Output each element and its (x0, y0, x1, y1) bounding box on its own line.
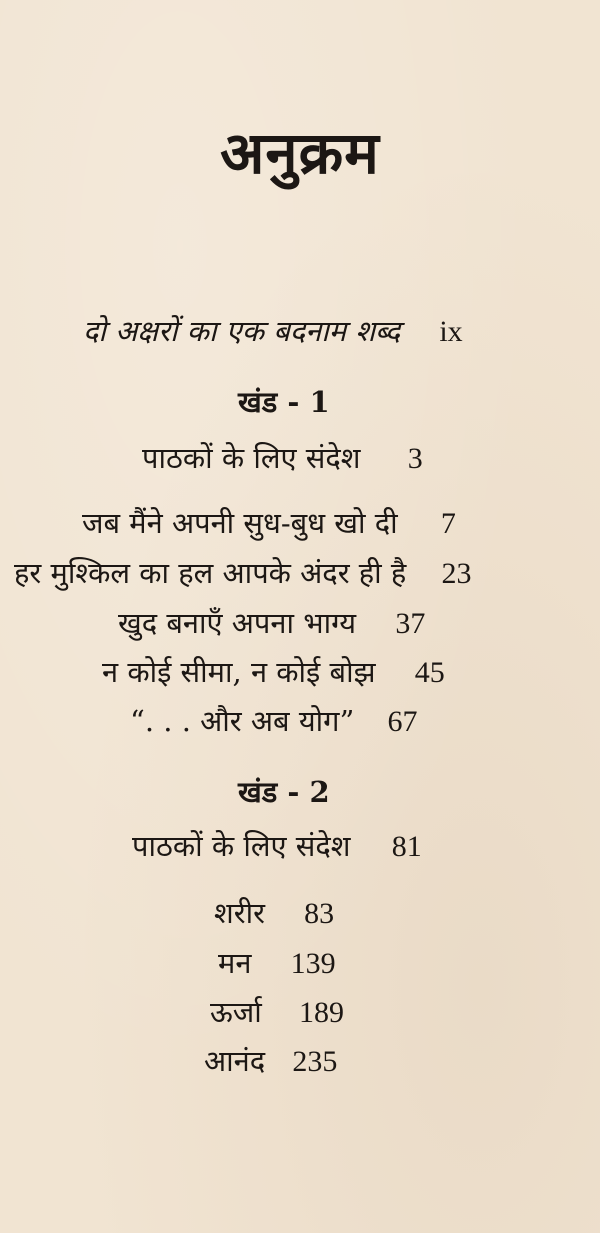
toc-entry-page: ix (439, 315, 463, 348)
toc-entry-chapter-7 (218, 945, 336, 982)
toc-entry-page: 45 (414, 656, 445, 689)
toc-entry-chapter-5 (130, 703, 418, 740)
toc-entry-chapter-2 (14, 555, 472, 592)
toc-entry-chapter-9 (204, 1043, 337, 1080)
toc-entry-page: 189 (299, 996, 345, 1029)
toc-entry-text: ऊर्जा (210, 995, 262, 1029)
toc-entry-intro (83, 313, 463, 350)
toc-entry-text: हर मुश्किल का हल आपके अंदर ही है (14, 556, 407, 590)
toc-entry-page: 23 (441, 557, 472, 590)
toc-entry-text: पाठकों के लिए संदेश (132, 829, 351, 863)
toc-entry-message-2 (132, 828, 422, 865)
toc-entry-text: मन (218, 946, 252, 980)
toc-entry-page: 139 (290, 947, 336, 980)
toc-entry-chapter-6 (214, 895, 334, 932)
toc-entry-text: खुद बनाएँ अपना भाग्य (118, 606, 357, 640)
toc-entry-text: “. . . और अब योग” (130, 704, 355, 738)
toc-entry-page: 235 (292, 1045, 338, 1078)
toc-entry-page: 37 (395, 607, 426, 640)
toc-entry-text: जब मैंने अपनी सुध-बुध खो दी (82, 506, 398, 540)
toc-entry-chapter-3 (118, 605, 425, 642)
toc-entry-chapter-1 (82, 505, 456, 542)
toc-entry-text: न कोई सीमा, न कोई बोझ (102, 655, 376, 689)
toc-entry-page: 3 (407, 442, 423, 475)
page-title: अनुक्रम (220, 119, 380, 187)
toc-entry-page: 81 (391, 830, 422, 863)
toc-entry-chapter-4 (102, 654, 445, 691)
toc-entry-text: शरीर (214, 896, 265, 930)
toc-entry-page: 67 (387, 705, 418, 738)
toc-entry-text: पाठकों के लिए संदेश (142, 441, 361, 475)
toc-entry-text: आनंद (204, 1044, 266, 1078)
toc-entry-chapter-8 (210, 994, 344, 1031)
toc-entry-page: 83 (304, 897, 335, 930)
toc-entry-message-1 (142, 440, 423, 477)
toc-entry-text: दो अक्षरों का एक बदनाम शब्द (83, 314, 401, 348)
section-heading-2: खंड - 2 (238, 775, 330, 809)
toc-entry-page: 7 (440, 507, 456, 540)
section-heading-1: खंड - 1 (238, 385, 330, 419)
